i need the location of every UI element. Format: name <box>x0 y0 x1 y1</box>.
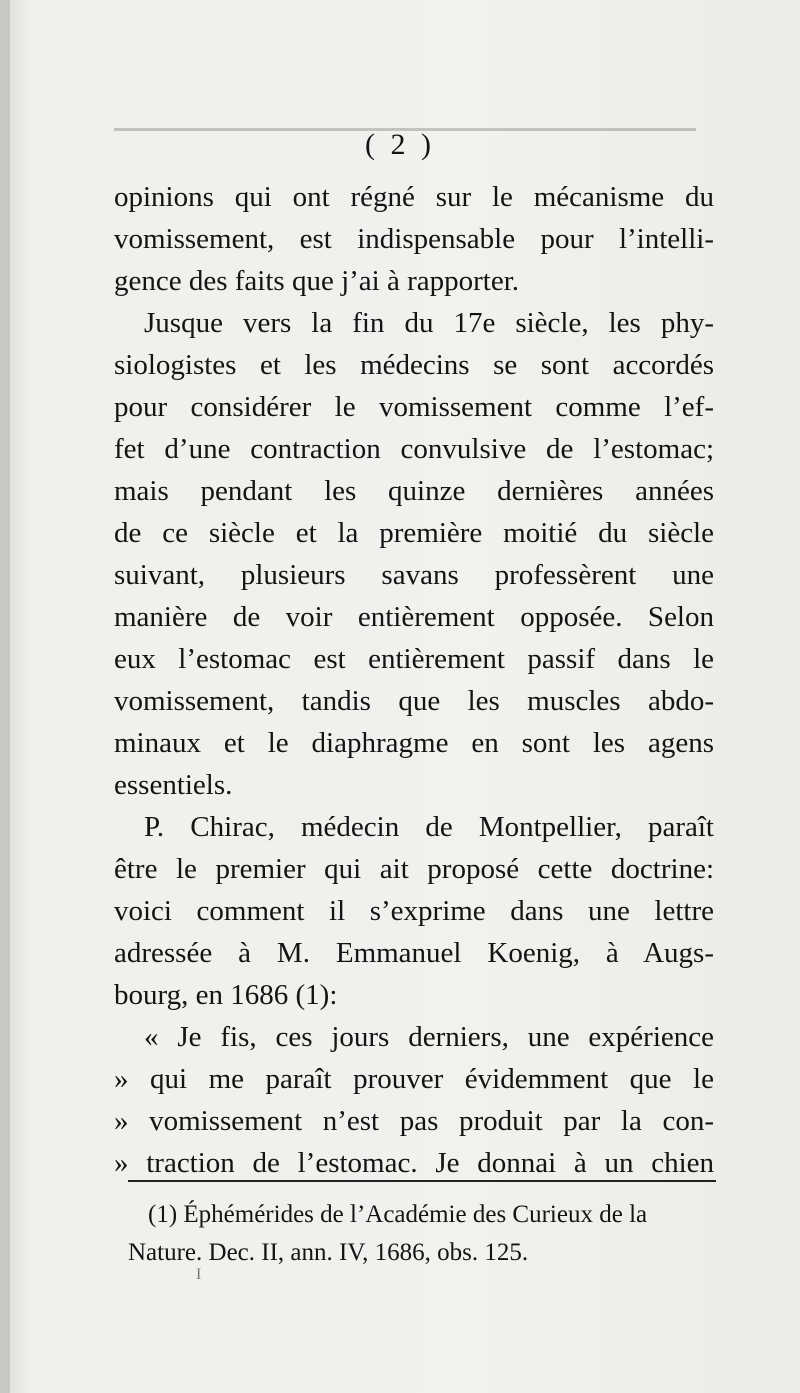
text-line: gence des faits que j’ai à rapporter. <box>114 265 520 297</box>
text-line: siologistes et les médecins se sont accordés <box>114 349 714 381</box>
text-line: bourg, en 1686 (1): <box>114 979 338 1011</box>
page-gutter-shadow <box>0 0 10 1393</box>
text-line: » qui me paraît prouver évidemment que le <box>114 1063 714 1095</box>
stray-mark: I <box>196 1266 202 1283</box>
text-line: Jusque vers la fin du 17e siècle, les phy- <box>144 307 714 339</box>
text-line: vomissement, est indispensable pour l’intelli- <box>114 223 714 255</box>
body-text <box>114 176 714 1184</box>
footnote-line: Nature. Dec. II, ann. IV, 1686, obs. 125. <box>128 1239 529 1266</box>
text-line: essentiels. <box>114 769 233 801</box>
text-line: être le premier qui ait proposé cette doctrine: <box>114 853 714 885</box>
text-line: fet d’une contraction convulsive de l’estomac; <box>114 433 714 465</box>
text-line: minaux et le diaphragme en sont les agens <box>114 727 714 759</box>
text-line: suivant, plusieurs savans professèrent une <box>114 559 714 591</box>
text-line: manière de voir entièrement opposée. Selon <box>114 601 714 633</box>
text-line: pour considérer le vomissement comme l’ef- <box>114 391 714 423</box>
text-line: adressée à M. Emmanuel Koenig, à Augs- <box>114 937 714 969</box>
text-line: de ce siècle et la première moitié du siècle <box>114 517 714 549</box>
text-line: mais pendant les quinze dernières années <box>114 475 714 507</box>
footnote-line: (1) Éphémérides de l’Académie des Curieux de la <box>148 1201 648 1228</box>
page-number: ( 2 ) <box>365 128 435 161</box>
text-line: » traction de l’estomac. Je donnai à un chien <box>114 1147 714 1179</box>
text-line: P. Chirac, médecin de Montpellier, paraît <box>144 811 714 843</box>
text-line: opinions qui ont régné sur le mécanisme du <box>114 181 714 213</box>
text-line: vomissement, tandis que les muscles abdo- <box>114 685 714 717</box>
footnote <box>128 1196 720 1272</box>
text-line: voici comment il s’exprime dans une lettre <box>114 895 714 927</box>
footnote-rule <box>128 1180 716 1182</box>
text-line: « Je fis, ces jours derniers, une expérience <box>144 1021 714 1053</box>
text-line: eux l’estomac est entièrement passif dans le <box>114 643 714 675</box>
text-line: » vomissement n’est pas produit par la con- <box>114 1105 714 1137</box>
